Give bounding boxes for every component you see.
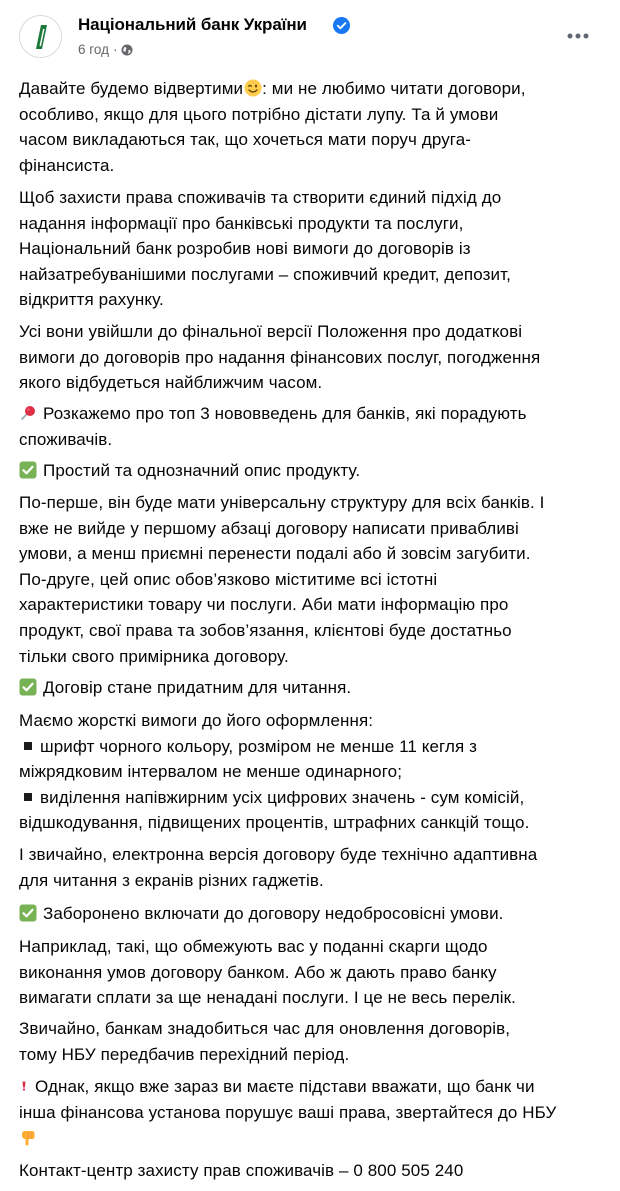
page-name[interactable]: Національний банк України	[78, 15, 307, 34]
verified-badge-icon	[333, 17, 350, 34]
post-meta	[78, 42, 133, 57]
text-line: По-перше, він буде мати універсальну структуру для всіх банків. І	[19, 493, 545, 512]
paragraph-purpose	[19, 185, 609, 313]
text-line: продукт, свої права та зобов’язання, клієнтові буде достатньо	[19, 620, 512, 640]
text-line: якого відбудеться найближчим часом.	[19, 373, 323, 393]
paragraph-point-2-heading	[19, 675, 609, 701]
text-line: І звичайно, електронна версія договору буде технічно адаптивна	[19, 845, 538, 864]
winking-face-emoji	[244, 79, 262, 97]
text-line: Контакт-центр захисту прав споживачів – 0 800 505 240	[19, 1161, 464, 1180]
check-mark-button-emoji	[19, 461, 37, 479]
backhand-index-pointing-down-emoji	[19, 1128, 37, 1146]
text-line: тільки свого примірника договору.	[19, 646, 289, 666]
text-line: характеристики товару чи послуги. Аби мати інформацію про	[19, 595, 509, 615]
paragraph-regulation	[19, 319, 609, 396]
paragraph-top3	[19, 401, 609, 452]
text-line: По-друге, цей опис обов’язково міститиме всі істотні	[19, 569, 438, 589]
exclamation-mark-emoji	[19, 1077, 29, 1095]
text-line: Давайте будемо відвертими : ми не любимо читати договори,	[19, 79, 526, 98]
text-line: Щоб захисти права споживачів та створити єдиний підхід до	[19, 188, 502, 207]
more-options-button[interactable]	[560, 22, 596, 50]
text-line: умови, а менш приємні перенести подалі або й зовсім загубити.	[19, 544, 531, 564]
text-line: Звичайно, банкам знадобиться час для оновлення договорів,	[19, 1019, 511, 1038]
text-line: виконання умов договору банком. Або ж дають право банку	[19, 962, 497, 982]
bullet-square-icon	[24, 742, 32, 750]
text-line: особливо, якщо для цього потрібно дістати лупу. Та й умови	[19, 104, 499, 124]
globe-icon	[121, 44, 133, 56]
text-line: найзатребуванішими послугами – споживчий кредит, депозит,	[19, 264, 511, 284]
text-line: Усі вони увійшли до фінальної версії Положення про додаткові	[19, 322, 523, 341]
text-line: Розкажемо про топ 3 нововведень для банків, які порадують	[19, 401, 609, 427]
text-line: вимагати сплати за ще ненадані послуги. І це не весь перелік.	[19, 988, 516, 1008]
text-line	[19, 1125, 609, 1151]
text-line: споживачів.	[19, 429, 113, 449]
check-mark-button-emoji	[19, 678, 37, 696]
text-line: Національний банк розробив нові вимоги до договорів із	[19, 239, 471, 259]
meta-separator: ·	[112, 42, 118, 57]
text-line: міжрядковим інтервалом не менше одинарного;	[19, 762, 403, 782]
list-item: шрифт чорного кольору, розміром не менше 11 кегля з	[19, 734, 609, 760]
text-line: фінансиста.	[19, 155, 115, 175]
page-avatar[interactable]	[19, 15, 62, 58]
post-timestamp[interactable]: 6 год	[78, 42, 109, 57]
paragraph-transition	[19, 1016, 609, 1067]
paragraph-contact-center	[19, 1158, 609, 1184]
paragraph-point-3-body	[19, 934, 609, 1011]
paragraph-intro	[19, 76, 609, 178]
check-mark-button-emoji	[19, 904, 37, 922]
text-line: інша фінансова установа порушує ваші права, звертайтеся до НБУ	[19, 1102, 557, 1122]
text-line: відшкодування, підвищених процентів, штрафних санкцій тощо.	[19, 813, 530, 833]
paragraph-point-1-body	[19, 490, 609, 669]
bullet-square-icon	[24, 793, 32, 801]
paragraph-point-3-heading	[19, 901, 609, 927]
text-line: вимоги до договорів про надання фінансових послуг, погодження	[19, 347, 541, 367]
text-line: відкриття рахунку.	[19, 290, 164, 310]
paragraph-point-1-heading	[19, 458, 609, 484]
text-line: Простий та однозначний опис продукту.	[19, 458, 609, 484]
text-line: Заборонено включати до договору недобросовісні умови.	[19, 901, 609, 927]
nbu-logo-icon	[20, 16, 62, 58]
text-line: для читання з екранів різних гаджетів.	[19, 870, 324, 890]
round-pushpin-emoji	[19, 404, 37, 422]
text-line: надання інформації про банківські продукти та послуги,	[19, 213, 464, 233]
post-header	[0, 0, 620, 72]
text-line: Договір стане придатним для читання.	[19, 675, 609, 701]
paragraph-contact-nbu	[19, 1074, 609, 1151]
text-line: Однак, якщо вже зараз ви маєте підстави вважати, що банк чи	[19, 1074, 609, 1100]
list-item: виділення напівжирним усіх цифрових значень - сум комісій,	[19, 785, 609, 811]
text-line: Маємо жорсткі вимоги до його оформлення:	[19, 711, 374, 730]
paragraph-point-2-body	[19, 708, 609, 836]
text-line: тому НБУ передбачив перехідний період.	[19, 1044, 350, 1064]
paragraph-electronic-version	[19, 842, 609, 893]
text-line: Наприклад, такі, що обмежують вас у поданні скарги щодо	[19, 937, 488, 956]
text-line: вже не вийде у першому абзаці договору написати привабливі	[19, 518, 519, 538]
more-options-icon	[566, 32, 590, 40]
text-line: часом викладаються так, що хочеться мати поруч друга-	[19, 130, 472, 150]
